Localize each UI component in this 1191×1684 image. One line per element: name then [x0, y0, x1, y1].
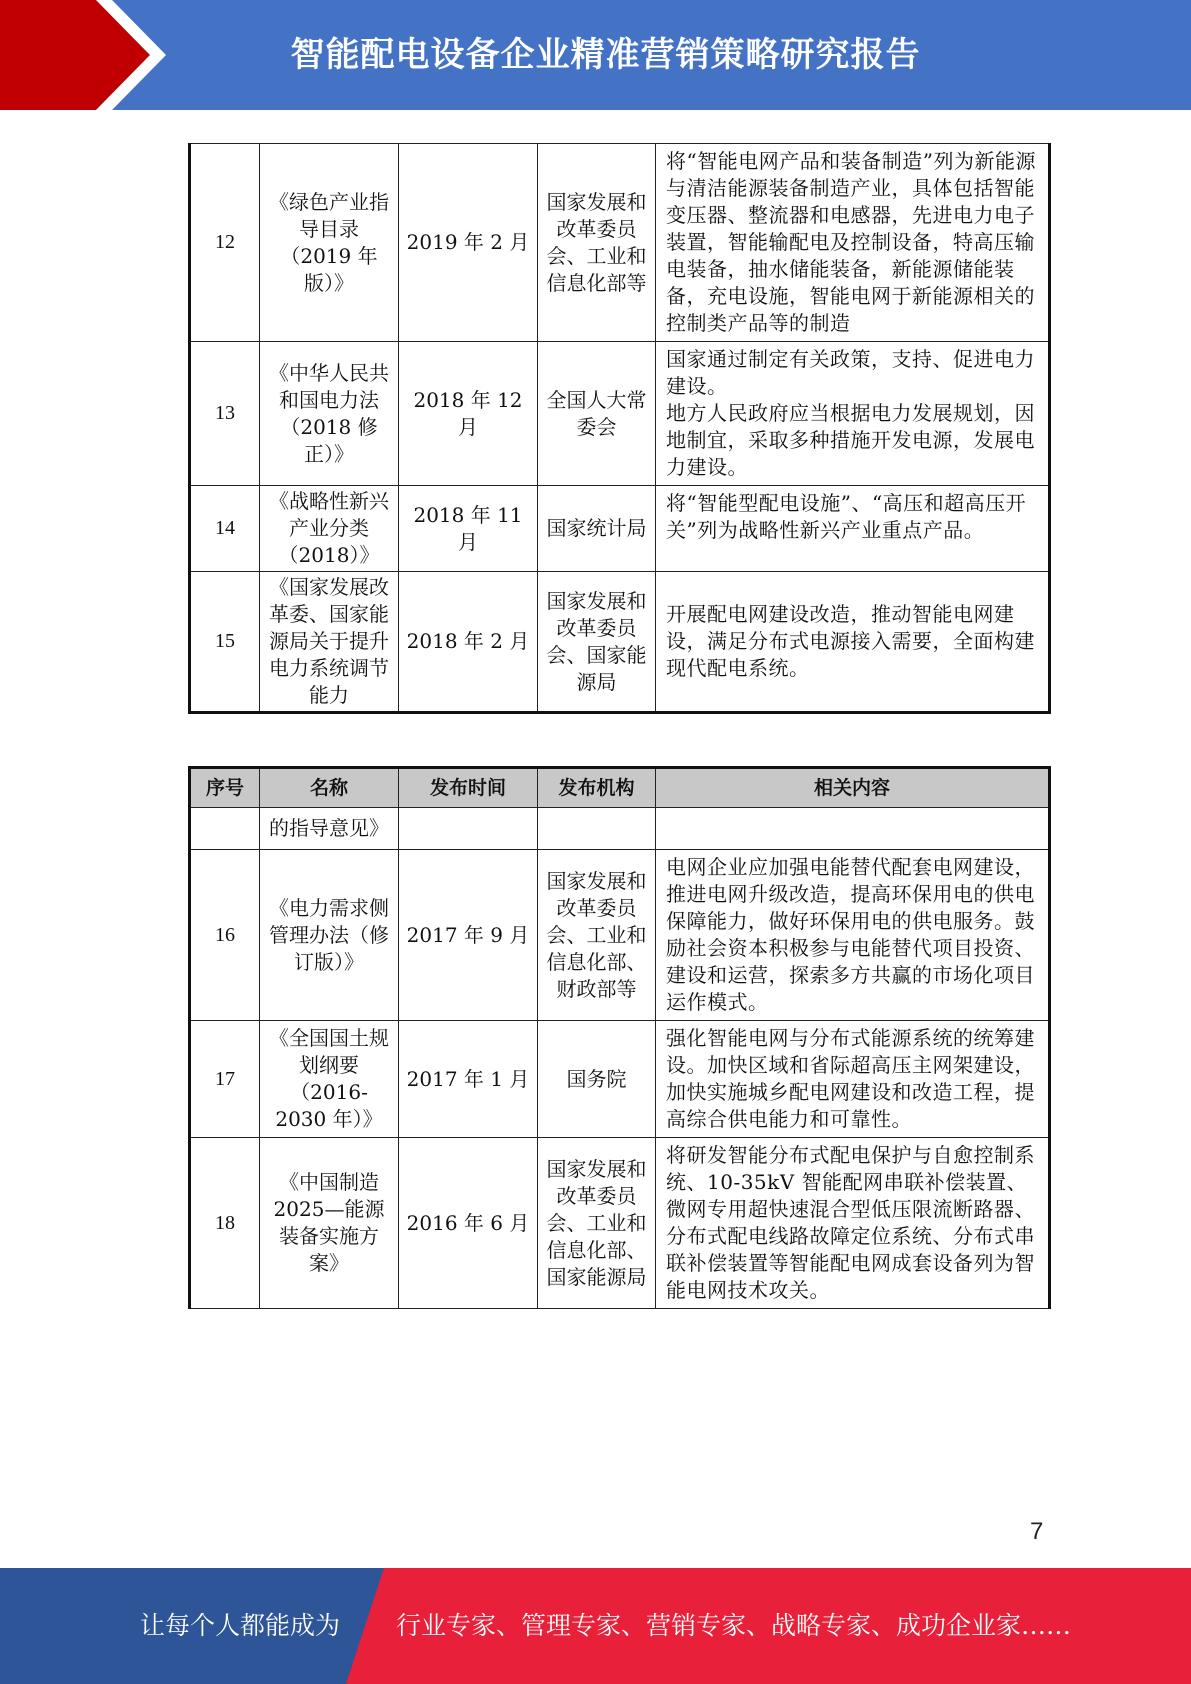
publishing-agency: 国家发展和改革委员会、国家能源局 — [538, 572, 656, 713]
column-header-name: 名称 — [260, 768, 399, 808]
publish-date: 2018 年 12 月 — [399, 342, 538, 486]
column-header-date: 发布时间 — [399, 768, 538, 808]
publish-date: 2018 年 11 月 — [399, 486, 538, 572]
policy-table-continued — [188, 143, 1051, 714]
policy-name: 《国家发展改革委、国家能源局关于提升电力系统调节能力 — [260, 572, 399, 713]
publish-date: 2016 年 6 月 — [399, 1138, 538, 1309]
publishing-agency: 国家统计局 — [538, 486, 656, 572]
related-content: 将“智能型配电设施”、“高压和超高压开关”列为战略性新兴产业重点产品。 — [656, 486, 1050, 572]
publish-date: 2017 年 9 月 — [399, 850, 538, 1021]
column-header-content: 相关内容 — [656, 768, 1050, 808]
table-row — [190, 1021, 1050, 1138]
related-content: 将“智能电网产品和装备制造”列为新能源与清洁能源装备制造产业，具体包括智能变压器、整流器和电感器，先进电力电子装置，智能输配电及控制设备，特高压输电装备，抽水储能装备，新能源储能装备，充电设施，智能电网于新能源相关的控制类产品等的制造 — [656, 144, 1050, 342]
column-header-number: 序号 — [190, 768, 260, 808]
publish-date: 2019 年 2 月 — [399, 144, 538, 342]
row-number: 18 — [190, 1138, 260, 1309]
content-paragraph: 国家通过制定有关政策，支持、促进电力建设。 — [666, 347, 1035, 398]
publishing-agency: 国家发展和改革委员会、工业和信息化部等 — [538, 144, 656, 342]
table-row — [190, 144, 1050, 342]
related-content: 电网企业应加强电能替代配套电网建设，推进电网升级改造，提高环保用电的供电保障能力，做好环保用电的供电服务。鼓励社会资本积极参与电能替代项目投资、建设和运营，探索多方共赢的市场化项目运作模式。 — [656, 850, 1050, 1021]
row-number: 12 — [190, 144, 260, 342]
policy-name: 《中华人民共和国电力法（2018 修正）》 — [260, 342, 399, 486]
policy-name: 《电力需求侧管理办法（修订版）》 — [260, 850, 399, 1021]
row-number: 15 — [190, 572, 260, 713]
policy-name: 《中国制造 2025—能源装备实施方案》 — [260, 1138, 399, 1309]
publish-date: 2018 年 2 月 — [399, 572, 538, 713]
related-content — [656, 342, 1050, 486]
related-content: 强化智能电网与分布式能源系统的统筹建设。加快区域和省际超高压主网架建设，加快实施城乡配电网建设和改造工程，提高综合供电能力和可靠性。 — [656, 1021, 1050, 1138]
policy-name: 《绿色产业指导目录（2019 年版）》 — [260, 144, 399, 342]
related-content: 开展配电网建设改造，推动智能电网建设，满足分布式电源接入需要，全面构建现代配电系统。 — [656, 572, 1050, 713]
report-title: 智能配电设备企业精准营销策略研究报告 — [290, 35, 921, 75]
row-number: 13 — [190, 342, 260, 486]
policy-name-continuation: 的指导意见》 — [260, 808, 399, 850]
publishing-agency: 国家发展和改革委员会、工业和信息化部、国家能源局 — [538, 1138, 656, 1309]
column-header-agency: 发布机构 — [538, 768, 656, 808]
table-row — [190, 572, 1050, 713]
row-number: 17 — [190, 1021, 260, 1138]
table-row — [190, 808, 1050, 850]
publishing-agency: 全国人大常委会 — [538, 342, 656, 486]
report-footer — [0, 1568, 1191, 1684]
row-number: 14 — [190, 486, 260, 572]
publishing-agency: 国务院 — [538, 1021, 656, 1138]
policy-name: 《全国国土规划纲要（2016-2030 年）》 — [260, 1021, 399, 1138]
related-content: 将研发智能分布式配电保护与自愈控制系统、10-35kV 智能配网串联补偿装置、微网专用超快速混合型低压限流断路器、分布式配电线路故障定位系统、分布式串联补偿装置等智能配电网成套设备列为智能电网技术攻关。 — [656, 1138, 1050, 1309]
report-header — [0, 0, 1191, 110]
footer-slogan-left: 让每个人都能成为 — [140, 1611, 341, 1640]
table-row — [190, 342, 1050, 486]
row-number: 16 — [190, 850, 260, 1021]
policy-table — [188, 766, 1051, 1309]
table-header-row — [190, 768, 1050, 808]
publishing-agency: 国家发展和改革委员会、工业和信息化部、财政部等 — [538, 850, 656, 1021]
policy-name: 《战略性新兴产业分类（2018）》 — [260, 486, 399, 572]
table-row — [190, 486, 1050, 572]
table-row — [190, 1138, 1050, 1309]
content-paragraph: 地方人民政府应当根据电力发展规划，因地制宜，采取多种措施开发电源，发展电力建设。 — [666, 401, 1035, 479]
table-row — [190, 850, 1050, 1021]
publish-date: 2017 年 1 月 — [399, 1021, 538, 1138]
page-number: 7 — [1030, 1518, 1044, 1545]
footer-slogan-right: 行业专家、管理专家、营销专家、战略专家、成功企业家…… — [396, 1611, 1072, 1640]
